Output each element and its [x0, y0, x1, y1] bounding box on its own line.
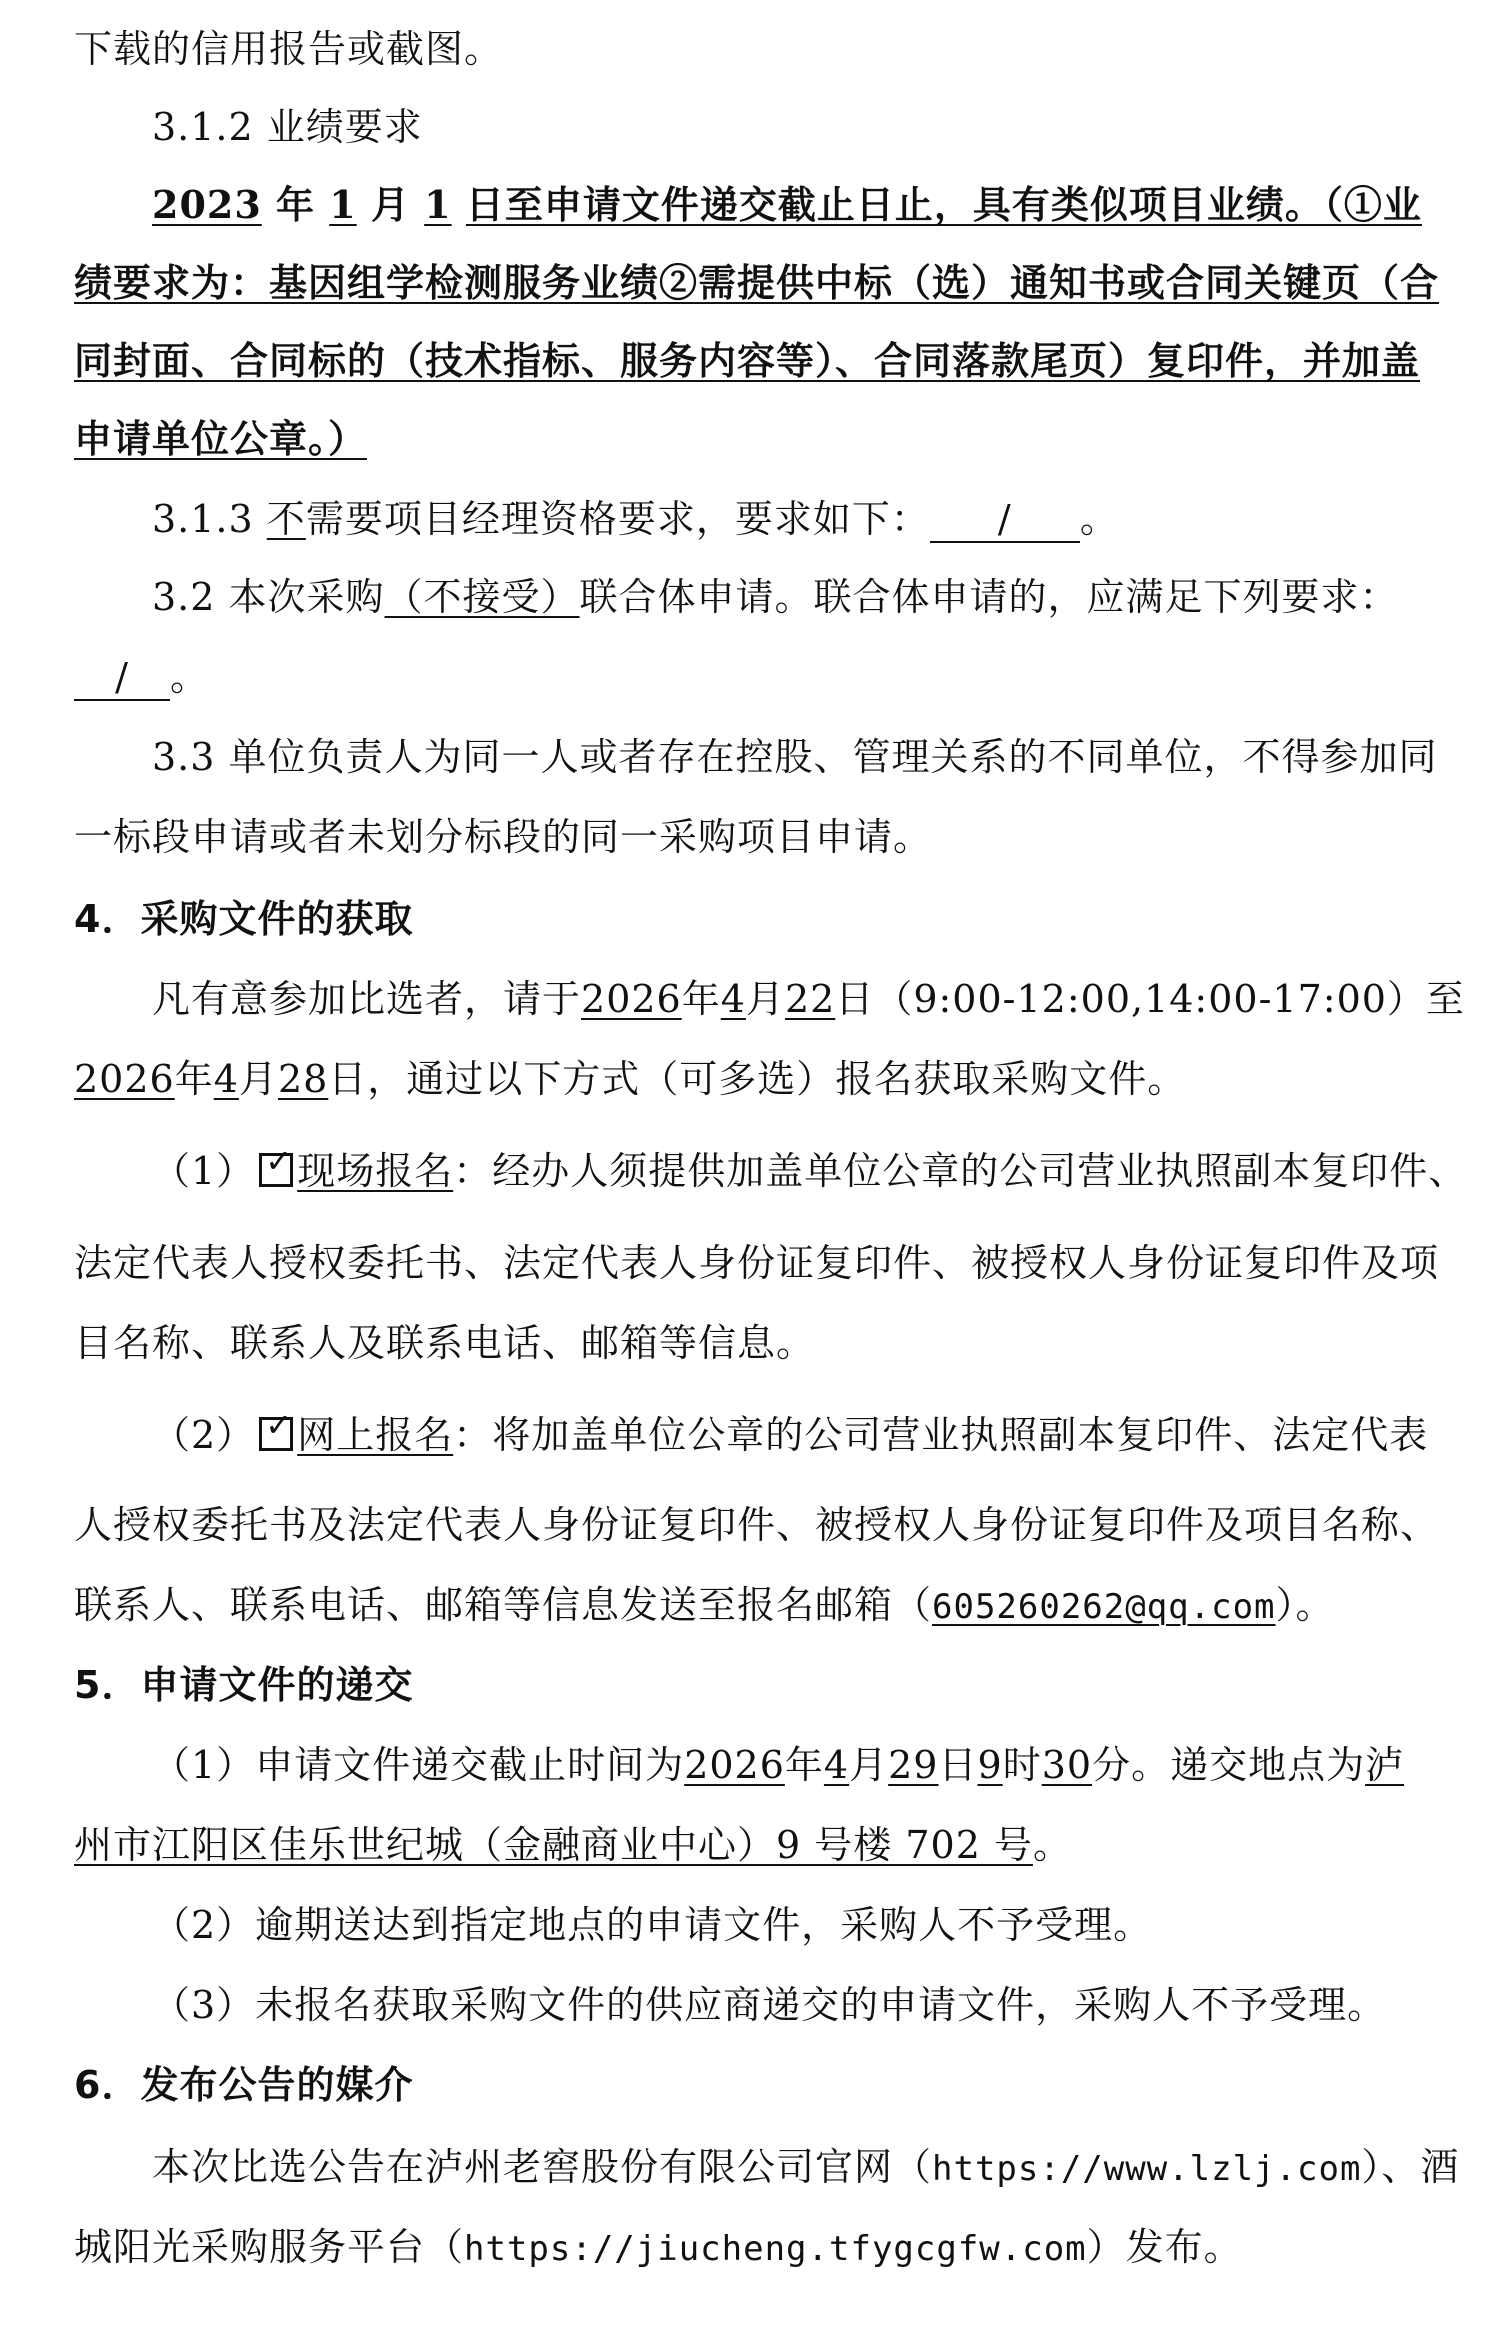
unregistered-submission-rule: （3）未报名获取采购文件的供应商递交的申请文件，采购人不予受理。 — [152, 1983, 1387, 2027]
late-submission-rule: （2）逾期送达到指定地点的申请文件，采购人不予受理。 — [152, 1903, 1153, 1947]
onsite-registration-line-3: 目名称、联系人及联系电话、邮箱等信息。 — [74, 1321, 816, 1365]
paragraph-credit-report-end: 下载的信用报告或截图。 — [74, 27, 504, 71]
onsite-registration-line-2: 法定代表人授权委托书、法定代表人身份证复印件、被授权人身份证复印件及项 — [74, 1241, 1440, 1285]
performance-requirement-line-2: 绩要求为：基因组学检测服务业绩②需提供中标（选）通知书或合同关键页（合 — [74, 260, 1440, 305]
pm-requirement-blank: / — [930, 497, 1080, 543]
heading-4-procurement-docs: 4．采购文件的获取 — [74, 897, 414, 941]
media-line-2: 城阳光采购服务平台（https://jiucheng.tfygcgfw.com）发布。 — [74, 2225, 1243, 2269]
section-3-3-line-1: 3.3 单位负责人为同一人或者存在控股、管理关系的不同单位，不得参加同 — [152, 735, 1438, 779]
performance-requirement-line-1: 2023 年 1 月 1 日至申请文件递交截止日止，具有类似项目业绩。（①业 — [152, 182, 1422, 227]
section-3-2-line-2: / 。 — [74, 646, 209, 701]
section-3-3-line-2: 一标段申请或者未划分标段的同一采购项目申请。 — [74, 815, 933, 859]
submission-deadline-line-1: （1）申请文件递交截止时间为2026年4月29日9时30分。递交地点为泸 — [152, 1743, 1405, 1787]
company-website-link[interactable]: https://www.lzlj.com — [932, 2149, 1362, 2189]
performance-requirement-line-3: 同封面、合同标的（技术指标、服务内容等）、合同落款尾页）复印件，并加盖 — [74, 338, 1421, 383]
submission-address-line: 州市江阳区佳乐世纪城（金融商业中心）9 号楼 702 号。 — [74, 1823, 1072, 1867]
onsite-checked-checkbox-icon — [259, 1153, 293, 1187]
section-3-1-3: 3.1.3 不需要项目经理资格要求，要求如下： / 。 — [152, 497, 1119, 541]
heading-6-media: 6．发布公告的媒介 — [74, 2063, 414, 2107]
performance-requirement-line-4: 申请单位公章。） — [74, 416, 368, 461]
online-registration-line-1: （2）✓ 网上报名：将加盖单位公章的公司营业执照副本复印件、法定代表 — [152, 1404, 1428, 1459]
registration-period-line-2: 2026年4月28日，通过以下方式（可多选）报名获取采购文件。 — [74, 1057, 1187, 1101]
section-3-2-line-1: 3.2 本次采购（不接受）联合体申请。联合体申请的，应满足下列要求： — [152, 575, 1399, 619]
section-3-1-2-heading: 3.1.2 业绩要求 — [152, 105, 423, 149]
heading-5-submission: 5．申请文件的递交 — [74, 1663, 414, 1707]
registration-period-line-1: 凡有意参加比选者，请于2026年4月22日（9:00-12:00,14:00-17:00）至 — [152, 977, 1465, 1021]
online-checked-checkbox-icon — [259, 1417, 293, 1451]
online-registration-line-2: 人授权委托书及法定代表人身份证复印件、被授权人身份证复印件及项目名称、 — [74, 1503, 1440, 1547]
media-line-1: 本次比选公告在泸州老窖股份有限公司官网（https://www.lzlj.com）、酒 — [152, 2145, 1460, 2189]
procurement-platform-link[interactable]: https://jiucheng.tfygcgfw.com — [464, 2229, 1087, 2269]
registration-email-link[interactable]: 605260262@qq.com — [932, 1587, 1276, 1627]
online-registration-line-3: 联系人、联系电话、邮箱等信息发送至报名邮箱（605260262@qq.com）。 — [74, 1583, 1335, 1627]
onsite-registration-line-1: （1）✓ 现场报名：经办人须提供加盖单位公章的公司营业执照副本复印件、 — [152, 1140, 1467, 1195]
consortium-requirement-blank: / — [74, 655, 170, 701]
